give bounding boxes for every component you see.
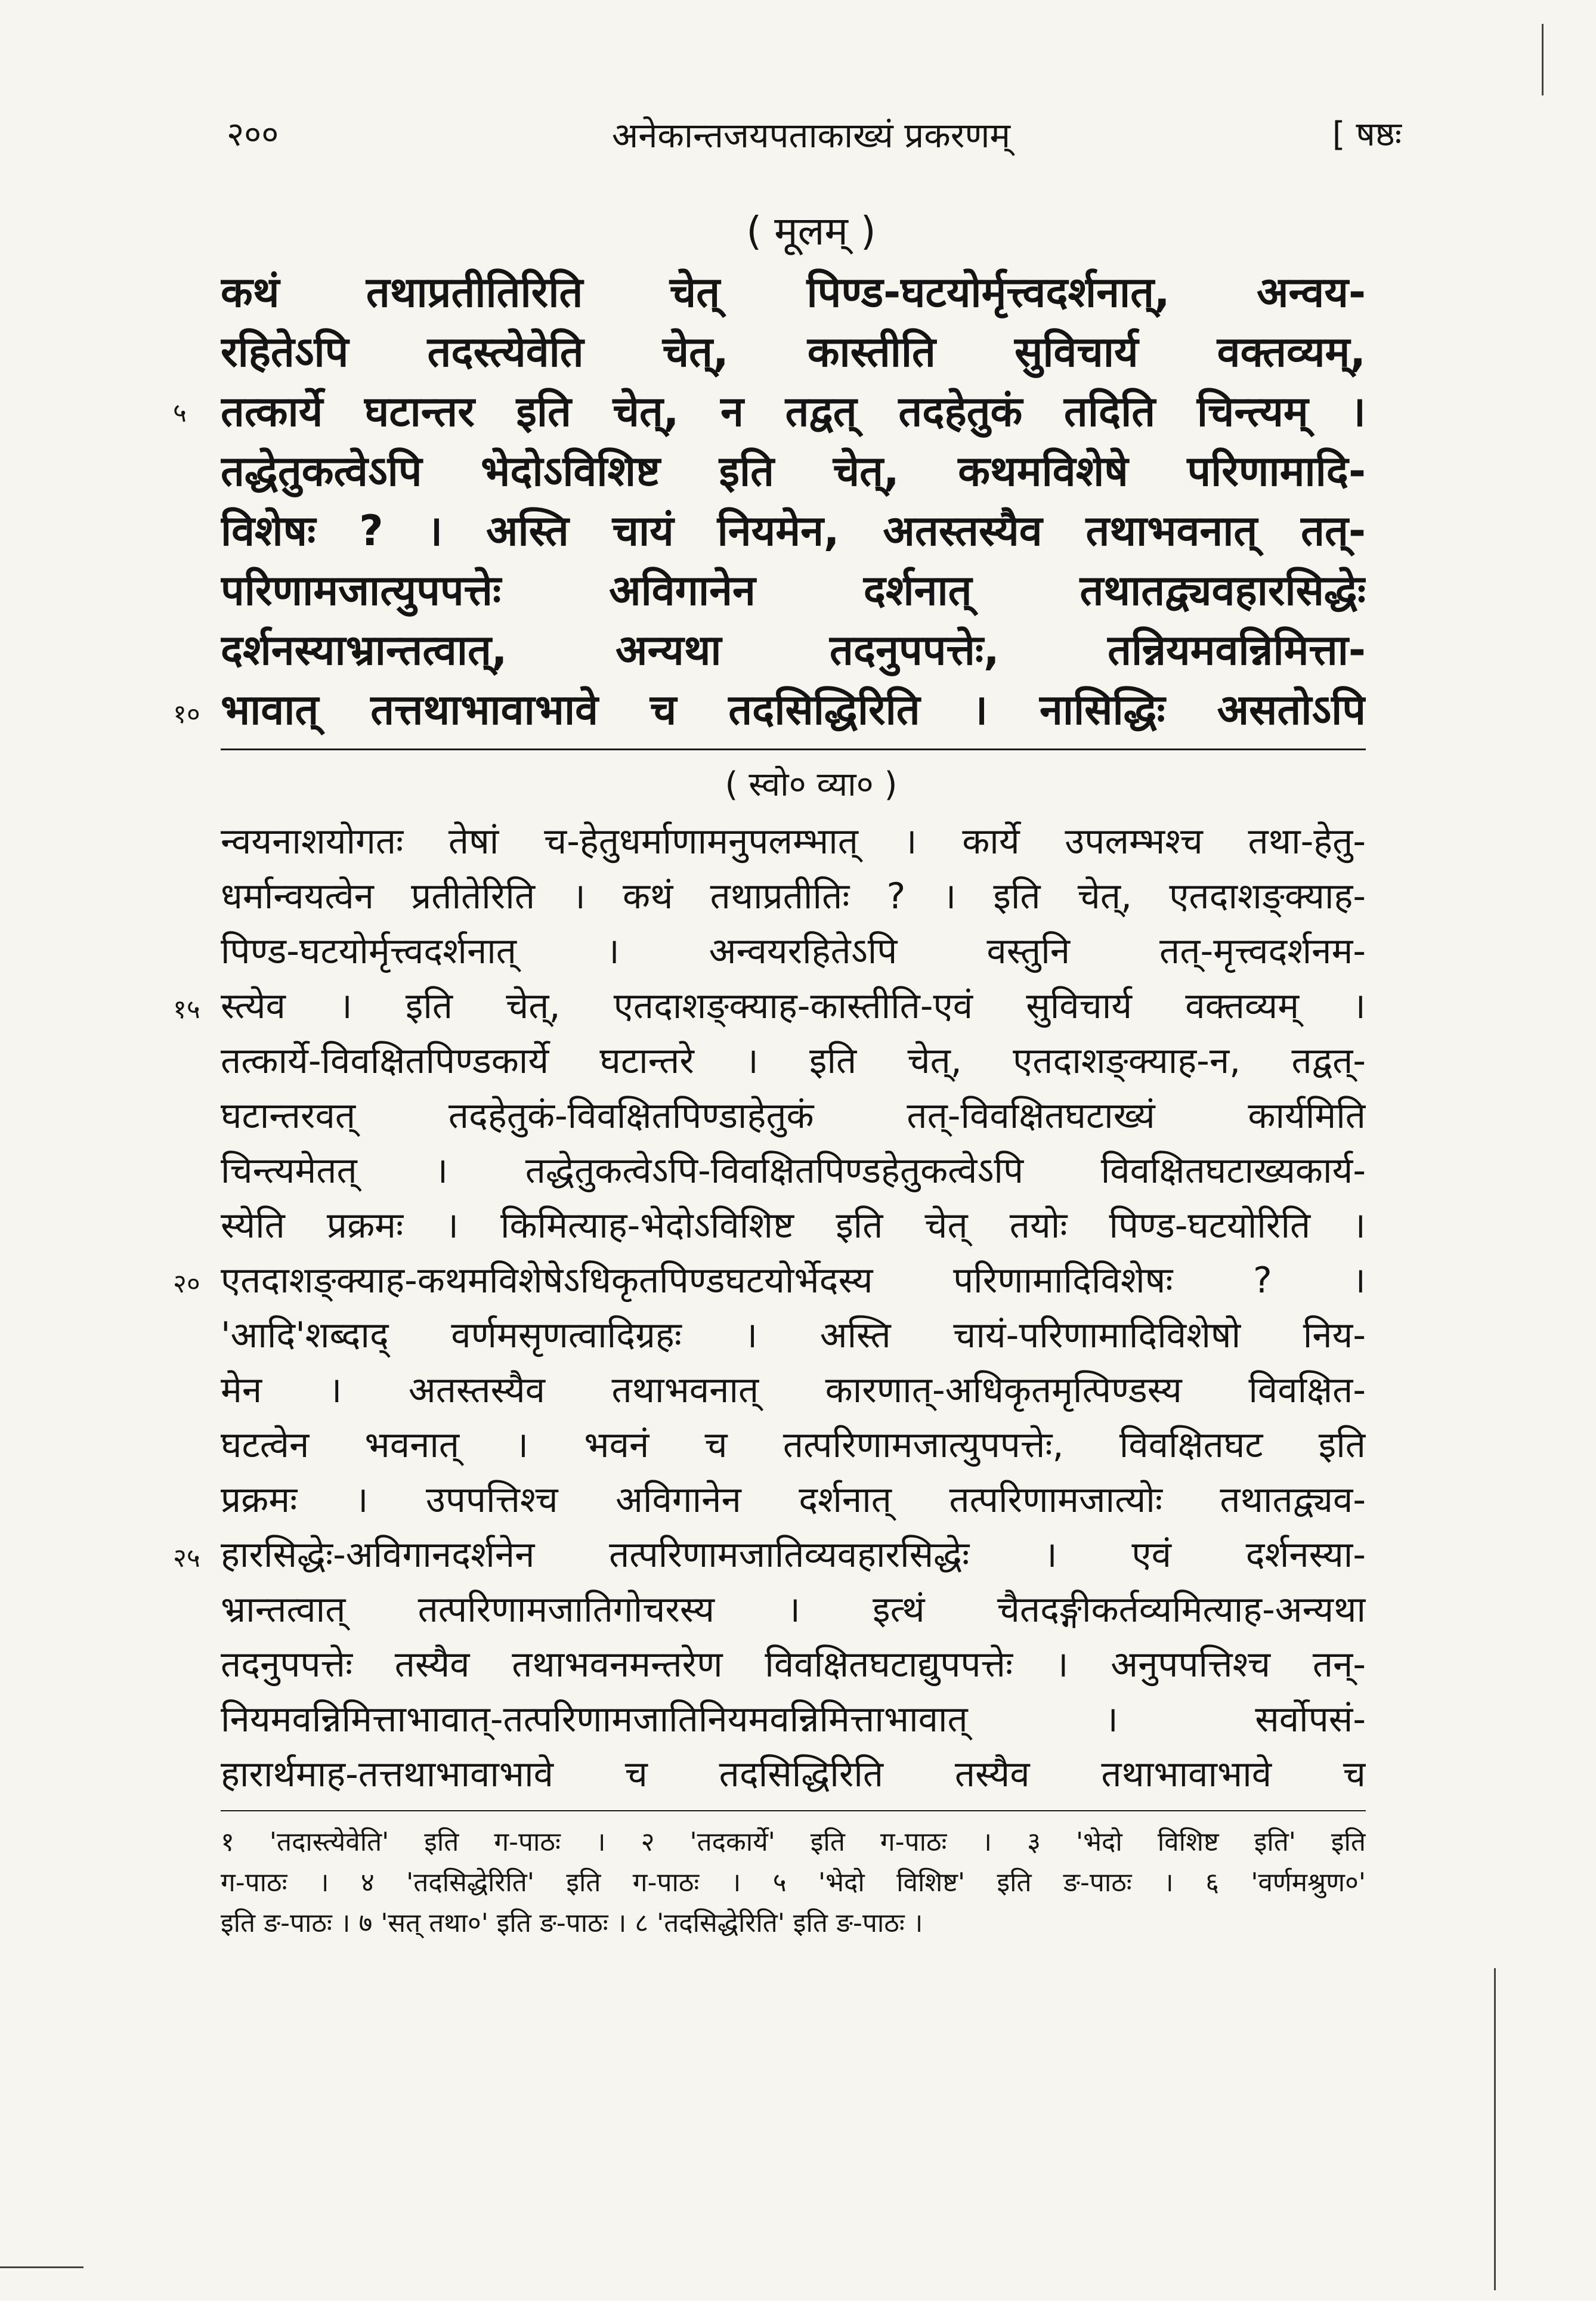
commentary-line: मेन । अतस्तस्यैव तथाभवनात् कारणात्-अधिकृतमृत्पिण्डस्य विवक्षित-	[221, 1369, 1366, 1411]
line-number-10: १०	[173, 699, 200, 729]
commentary-line: घटान्तरवत् तदहेतुकं-विवक्षितपिण्डाहेतुकं तत्-विवक्षितघटाख्यं कार्यमिति	[221, 1095, 1366, 1137]
commentary-line: धर्मान्वयत्वेन प्रतीतेरिति । कथं तथाप्रतीतिः ? । इति चेत्, एतदाशङ्क्याह-	[221, 876, 1366, 917]
page-edge-mark	[0, 2266, 83, 2268]
commentary-line: तदनुपपत्तेः तस्यैव तथाभवनमन्तरेण विवक्षितघटाद्युपपत्तेः । अनुपपत्तिश्च तन्-	[221, 1644, 1366, 1685]
commentary-line: चिन्त्यमेतत् । तद्धेतुकत्वेऽपि-विवक्षितपिण्डहेतुकत्वेऽपि विवक्षितघटाख्यकार्य-	[221, 1150, 1366, 1192]
line-number-25: २५	[173, 1543, 200, 1573]
mula-line: दर्शनस्याभ्रान्तत्वात्, अन्यथा तदनुपपत्तेः, तन्नियमवन्निमित्ता-	[221, 626, 1366, 675]
mula-heading: ( मूलम् )	[746, 208, 876, 254]
commentary-line: स्त्येव । इति चेत्, एतदाशङ्क्याह-कास्तीति-एवं सुविचार्य वक्तव्यम् ।	[221, 985, 1366, 1027]
commentary-line: घटत्वेन भवनात् । भवनं च तत्परिणामजात्युपपत्तेः, विवक्षितघट इति	[221, 1424, 1366, 1466]
commentary-line: न्वयनाशयोगतः तेषां च-हेतुधर्माणामनुपलम्भात् । कार्ये उपलम्भश्च तथा-हेतु-	[221, 821, 1366, 862]
footnote-line: १ 'तदास्त्येवेति' इति ग-पाठः । २ 'तदकार्ये' इति ग-पाठः । ३ 'भेदो विशिष्ट इति' इति	[221, 1827, 1366, 1857]
line-number-5: ५	[173, 398, 187, 428]
running-title: अनेकान्तजयपताकाख्यं प्रकरणम्	[611, 115, 1011, 156]
margin-specks	[1542, 24, 1544, 95]
commentary-line: तत्कार्ये-विवक्षितपिण्डकार्ये घटान्तरे । इति चेत्, एतदाशङ्क्याह-न, तद्वत्-	[221, 1040, 1366, 1082]
line-number-20: २०	[173, 1269, 200, 1299]
commentary-line: 'आदि'शब्दाद् वर्णमसृणत्वादिग्रहः । अस्ति चायं-परिणामादिविशेषो निय-	[221, 1315, 1366, 1356]
mula-line: तत्कार्ये घटान्तर इति चेत्, न तद्वत् तदहेतुकं तदिति चिन्त्यम् ।	[221, 387, 1366, 436]
mula-line: भावात् तत्तथाभावाभावे च तदसिद्धिरिति । नासिद्धिः असतोऽपि	[221, 685, 1366, 734]
commentary-line: प्रक्रमः । उपपत्तिश्च अविगानेन दर्शनात् तत्परिणामजात्योः तथातद्व्यव-	[221, 1479, 1366, 1521]
line-number-15: १५	[173, 994, 200, 1025]
commentary-line: नियमवन्निमित्ताभावात्-तत्परिणामजातिनियमवन्निमित्ताभावात् । सर्वोपसं-	[221, 1699, 1366, 1740]
running-header	[221, 104, 1402, 164]
section-marker: [ षष्ठः	[1332, 115, 1402, 154]
binding-edge-line	[1494, 1968, 1496, 2290]
commentary-line: पिण्ड-घटयोर्मृत्त्वदर्शनात् । अन्वयरहितेऽपि वस्तुनि तत्-मृत्त्वदर्शनम-	[221, 930, 1366, 972]
section-divider	[221, 749, 1366, 750]
mula-line: परिणामजात्युपपत्तेः अविगानेन दर्शनात् तथातद्व्यवहारसिद्धेः	[221, 566, 1366, 615]
mula-line: रहितेऽपि तदस्त्येवेति चेत्, कास्तीति सुविचार्य वक्तव्यम्,	[221, 327, 1366, 376]
commentary-line: हारसिद्धेः-अविगानदर्शनेन तत्परिणामजातिव्यवहारसिद्धेः । एवं दर्शनस्या-	[221, 1534, 1366, 1576]
commentary-line: स्येति प्रक्रमः । किमित्याह-भेदोऽविशिष्ट इति चेत् तयोः पिण्ड-घटयोरिति ।	[221, 1205, 1366, 1247]
footnote-line: ग-पाठः । ४ 'तदसिद्धेरिति' इति ग-पाठः । ५ 'भेदो विशिष्ट' इति ङ-पाठः । ६ 'वर्णमश्रुण०'	[221, 1867, 1366, 1898]
footnote-line: इति ङ-पाठः । ७ 'सत् तथा०' इति ङ-पाठः । ८ 'तदसिद्धेरिति' इति ङ-पाठः ।	[221, 1908, 923, 1938]
page-number: २००	[227, 115, 279, 154]
footnote-divider	[221, 1810, 1366, 1811]
mula-line: कथं तथाप्रतीतिरिति चेत् पिण्ड-घटयोर्मृत्त्वदर्शनात्, अन्वय-	[221, 268, 1366, 317]
mula-line: विशेषः ? । अस्ति चायं नियमेन, अतस्तस्यैव तथाभवनात् तत्-	[221, 506, 1366, 555]
commentary-line: भ्रान्तत्वात् तत्परिणामजातिगोचरस्य । इत्थं चैतदङ्गीकर्तव्यमित्याह-अन्यथा	[221, 1589, 1366, 1631]
commentary-line: एतदाशङ्क्याह-कथमविशेषेऽधिकृतपिण्डघटयोर्भेदस्य परिणामादिविशेषः ? ।	[221, 1260, 1366, 1301]
mula-line: तद्धेतुकत्वेऽपि भेदोऽविशिष्ट इति चेत्, कथमविशेषे परिणामादि-	[221, 447, 1366, 496]
commentary-heading: ( स्वो० व्या० )	[725, 765, 898, 804]
commentary-line: हारार्थमाह-तत्तथाभावाभावे च तदसिद्धिरिति तस्यैव तथाभावाभावे च	[221, 1753, 1366, 1795]
